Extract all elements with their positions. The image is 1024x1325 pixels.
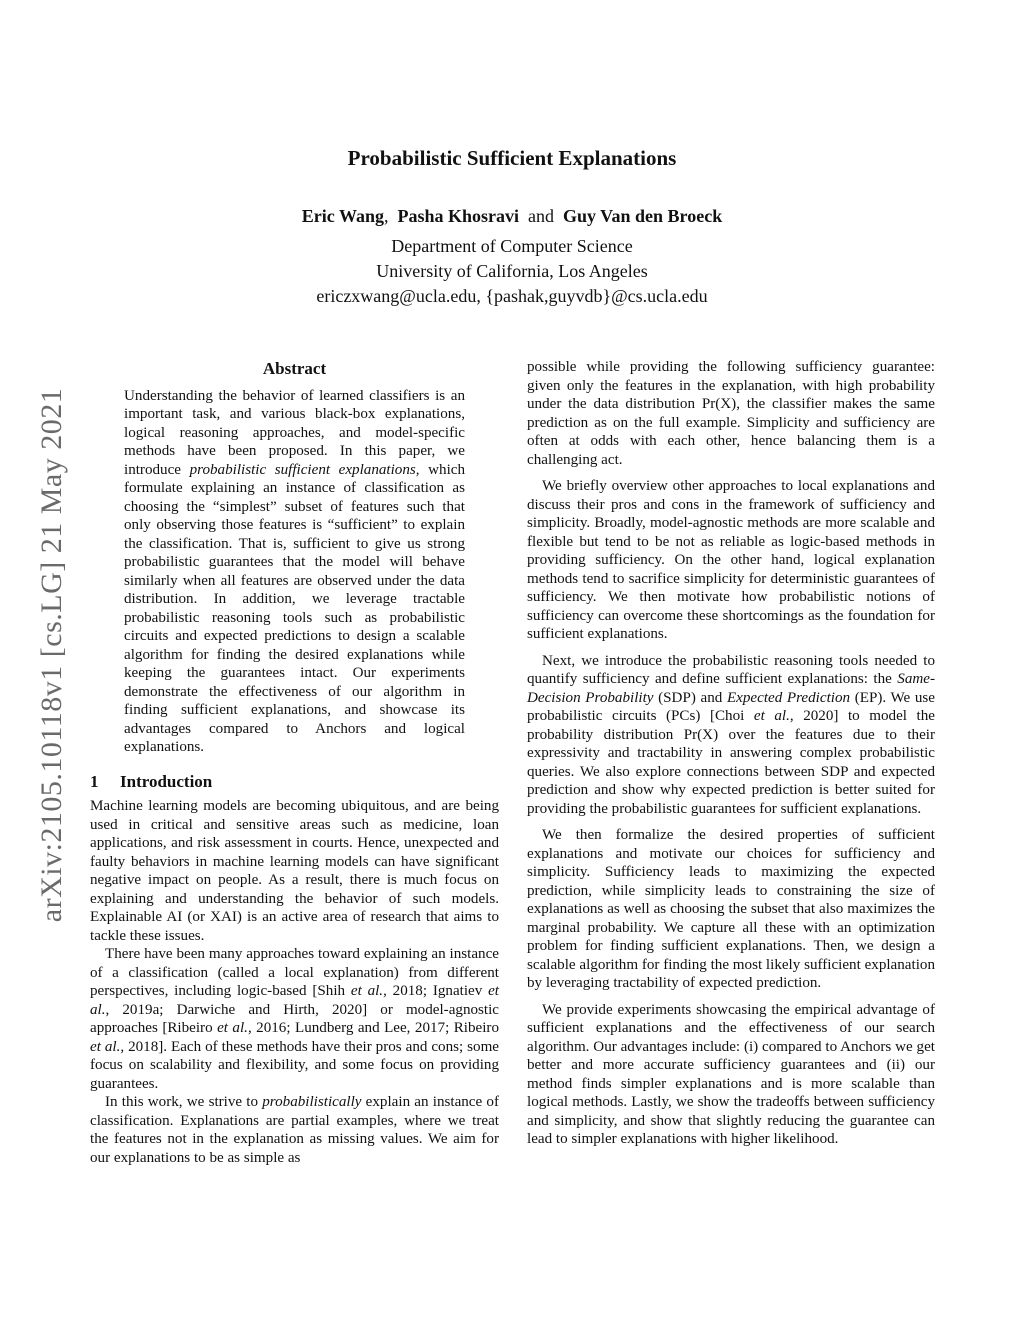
- intro-paragraph-2: There have been many approaches toward explaining an instance of a classification (called a local explanation) from different perspectives, including logic-based [Shih et al., 2018; Ignatiev et al., 2019a; Darwiche and Hirth, 2020] or model-agnostic approaches [Ribeiro et al., 2016; Lundberg and Lee, 2017; Ribeiro et al., 2018]. Each of these methods have their pros and cons; some focus on scalability and flexibility, and some focus on providing guarantees.: [90, 946, 500, 1092]
- intro-paragraph-3-continued: possible while providing the following sufficiency guarantee: given only the features in the explanation, with high probability under the data distribution Pr(X), the classifier makes the same prediction as on the full example. Simplicity and sufficiency are often at odds with each other, hence balancing them is a challenging act.: [527, 359, 935, 468]
- arxiv-id: arXiv:2105.10118v1 [cs.LG] 21 May 2021: [35, 387, 68, 923]
- intro-paragraph-4: We briefly overview other approaches to local explanations and discuss their pros and cons in the framework of sufficiency and simplicity. Broadly, model-agnostic methods are more scalable and flexible but tend to be not as reliable as logic-based methods in providing sufficiency. On the other hand, logical explanation methods tend to sacrifice simplicity for deterministic guarantees of sufficiency. We then motivate how probabilistic notions of sufficiency can overcome these shortcomings as the foundation for sufficient explanations.: [527, 478, 935, 642]
- author-list: [0, 206, 1024, 227]
- abstract-heading: Abstract: [262, 359, 327, 378]
- section-title: Introduction: [120, 771, 213, 791]
- affiliation-university: University of California, Los Angeles: [376, 261, 648, 281]
- right-column: [527, 358, 935, 1149]
- author-emails: ericzxwang@ucla.edu, {pashak,guyvdb}@cs.ucla.edu: [316, 286, 708, 306]
- paper-title: Probabilistic Sufficient Explanations: [347, 146, 677, 170]
- author-name: Eric Wang: [301, 206, 384, 226]
- abstract-body: Understanding the behavior of learned classifiers is an important task, and various black-box explanations, logical reasoning approaches, and model-specific methods have been proposed. In this paper, we introduce probabilistic sufficient explanations, which formulate explaining an instance of classification as choosing the “simplest” subset of features such that only observing those features is “sufficient” to explain the classification. That is, sufficient to give us strong probabilistic guarantees that the model will behave similarly when all features are observed under the data distribution. In addition, we leverage tractable probabilistic reasoning tools such as probabilistic circuits and expected predictions to design a scalable algorithm for finding the desired explanations while keeping the guarantees intact. Our experiments demonstrate the effectiveness of our algorithm in finding sufficient explanations, and showcase its advantages compared to Anchors and logical explanations.: [124, 387, 466, 755]
- arxiv-sidebar-stamp: [30, 340, 74, 970]
- author-name: Pasha Khosravi: [397, 206, 519, 226]
- intro-paragraph-3: In this work, we strive to probabilistically explain an instance of classification. Explanations are partial examples, where we treat the features not in the explanation as missing values. We aim for our explanations to be as simple as: [90, 1094, 499, 1166]
- author-name: Guy Van den Broeck: [563, 206, 723, 226]
- author-separator: ,: [383, 206, 389, 226]
- abstract-term: probabilistic sufficient explanations: [189, 461, 416, 478]
- intro-paragraph-1: Machine learning models are becoming ubiquitous, and are being used in critical and sensitive areas such as medicine, loan applications, and risk assessment in courts. Hence, unexpected and faulty behaviors in machine learning models can have significant negative impact on people. As a result, there is much focus on explaining and understanding the behavior of such models. Explainable AI (or XAI) is an active area of research that aims to tackle these issues.: [90, 798, 499, 944]
- section-number: 1: [90, 771, 99, 791]
- left-column: [90, 358, 499, 1167]
- intro-paragraph-7: We provide experiments showcasing the empirical advantage of sufficient explanations and the effectiveness of our search algorithm. Our advantages include: (i) compared to Anchors we get better and more accurate sufficiency guarantees and (ii) our method finds simpler explanations and is more scalable than logical methods. Lastly, we show the tradeoffs between sufficiency and simplicity, and show that slightly reducing the guarantee can lead to simpler explanations with higher likelihood.: [527, 1001, 935, 1147]
- author-separator: and: [528, 206, 554, 226]
- intro-paragraph-5: Next, we introduce the probabilistic reasoning tools needed to quantify sufficiency and define sufficient explanations: the Same-Decision Probability (SDP) and Expected Prediction (EP). We use probabilistic circuits (PCs) [Choi et al., 2020] to model the probability distribution Pr(X) over the features due to their expressivity and tractability in answering complex probabilistic queries. We also explore connections between SDP and expected prediction and show why expected prediction is better suited for providing the probabilistic guarantees for sufficient explanations.: [527, 652, 936, 817]
- affiliation: [0, 234, 1024, 309]
- affiliation-department: Department of Computer Science: [391, 236, 633, 256]
- intro-paragraph-6: We then formalize the desired properties of sufficient explanations and motivate our choices for sufficiency and simplicity. Sufficiency leads to maximizing the expected prediction, while simplicity leads to constraining the size of explanations as well as choosing the subset that also maximizes the marginal probability. We capture all these with an optimization problem for finding sufficient explanations. Then, we design a scalable algorithm for finding the most likely sufficient explanation by leveraging tractability of expected prediction.: [527, 827, 935, 991]
- section-heading-introduction: [90, 773, 499, 792]
